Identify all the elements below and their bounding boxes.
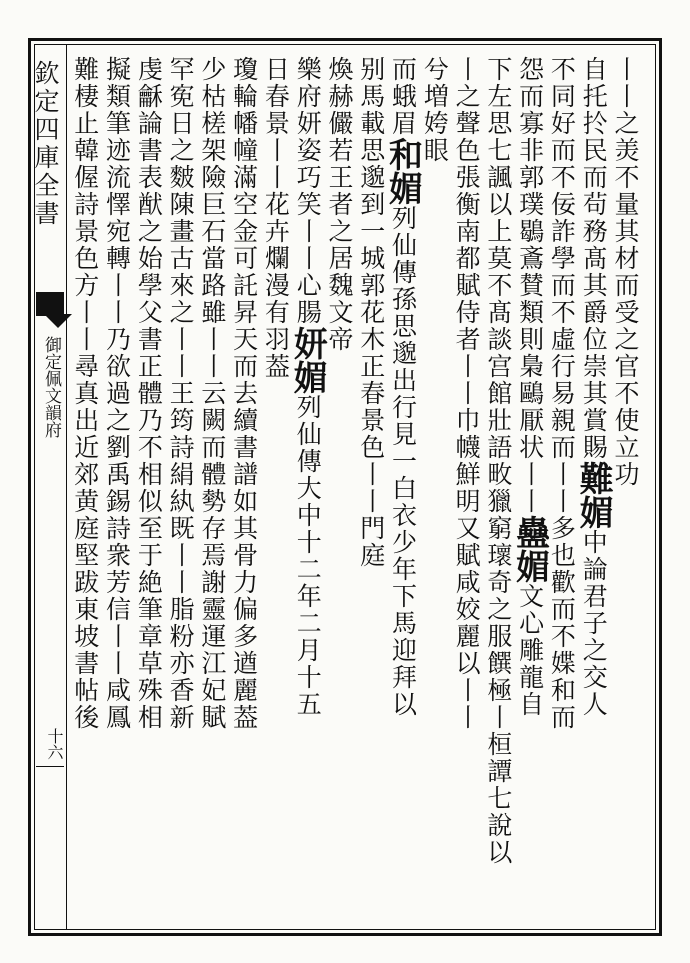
text-column-4: 怨而寡非郭璞鶡鴍賛類則梟鷗厭状丨丨蠱媚文心雕龍自 — [509, 56, 550, 718]
headword-yan-mei: 妍媚 — [287, 326, 328, 394]
text-column-9: 别馬載思邈到一城郭花木正春景色丨丨門庭 — [356, 56, 386, 569]
text-column-7: 兮増姱眼 — [420, 56, 450, 164]
text-column-14: 少枯槎架險巨石當路雖丨丨云闕而體勢存焉謝靈運江妃賦 — [197, 56, 227, 731]
margin-work-title: 御定佩文韻府 — [41, 336, 61, 438]
text-column-18: 難棲止韓偓詩景色方丨丨尋真出近郊黄庭堅跋東坡書帖後 — [70, 56, 100, 731]
margin-book-title: 欽定四庫全書 — [31, 60, 60, 228]
headword-gu-mei: 蠱媚 — [509, 515, 550, 583]
text-column-2: 自托扵民而茍務髙其爵位崇其賞賜難媚中論君子之交人 — [573, 56, 614, 718]
text-column-5: 下左思七諷以上莫不髙談宫館壯語畋獵窮瓌奇之服饌極丨桓譚七說以 — [483, 56, 513, 866]
text-column-12: 日春景丨丨花卉爛漫有羽葢 — [261, 56, 291, 380]
text-column-16: 虔龢論書表猷之始學父書正體乃不相似至于絶筆章草殊相 — [134, 56, 164, 731]
text-column-17: 擬類筆迹流懌宛轉丨丨乃欲過之劉禹錫詩衆芳信丨丨咸鳳 — [102, 56, 132, 731]
text-column-10: 煥赫儼若王者之居魏文帝 — [324, 56, 354, 353]
text-column-3: 不同好而不佞詐學而不虛行易親而丨丨多也歡而不媟和而 — [547, 56, 577, 731]
headword-he-mei: 和媚 — [382, 137, 423, 205]
text-column-15: 罕𡨚日之麬陳畫古來之丨丨王筠詩絹紈既丨丨脂粉亦香新 — [166, 56, 196, 731]
fishtail-wedge — [44, 314, 72, 328]
text-column-1: 丨丨之羙不量其材而受之官不使立功 — [610, 56, 640, 488]
headword-nan-mei: 難媚 — [573, 461, 614, 529]
text-column-13: 瓊輪幡幢滿空金可託昇天而去續書譜如其骨力偏多遒麗葢 — [229, 56, 259, 731]
fishtail-block — [36, 292, 64, 316]
margin-divider — [66, 44, 67, 930]
text-column-8: 而蛾眉和媚列仙傳孫思邈出行見一白衣少年下馬迎拜以 — [382, 56, 423, 718]
text-column-6: 丨之聲色張衡南都賦侍者丨丨巾幭鮮明又賦咸姣麗以丨丨 — [452, 56, 482, 731]
margin-rule — [36, 766, 64, 767]
text-column-11: 樂府妍姿巧笑丨丨心腸妍媚列仙傳大中十二年二月十五 — [287, 56, 328, 718]
margin-page-number: 十六 — [45, 728, 64, 760]
